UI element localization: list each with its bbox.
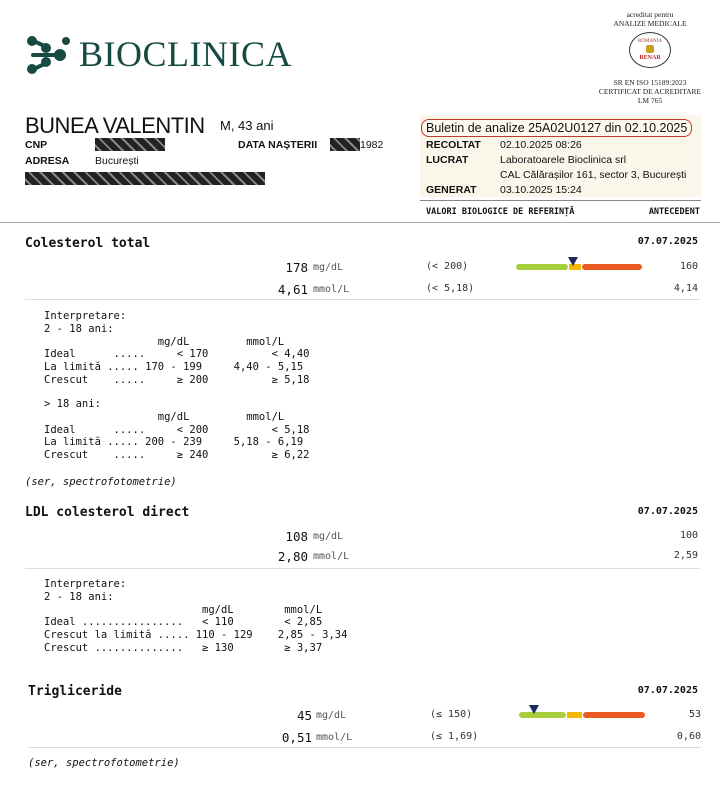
renar-seal bbox=[629, 32, 671, 68]
bulletin-title: Buletin de analize 25A02U0127 din 02.10.2025 bbox=[421, 119, 692, 137]
brand-logo bbox=[24, 33, 324, 77]
chol-title: Colesterol total bbox=[25, 236, 151, 251]
accreditation-certificate: CERTIFICAT DE ACREDITARE bbox=[598, 87, 702, 96]
tg-prev-date: 07.07.2025 bbox=[637, 685, 698, 696]
chol-divider bbox=[25, 299, 700, 300]
worked-lab: Laboratoarele Bioclinica srl bbox=[500, 154, 627, 166]
tg-value-marker bbox=[529, 705, 539, 714]
address-label: ADRESA bbox=[25, 155, 70, 167]
ldl-value-mmol: 2,80 bbox=[277, 549, 308, 564]
seal-top-text: ROMANIA bbox=[638, 39, 662, 44]
brand-name: BIOCLINICA bbox=[79, 34, 292, 74]
tg-prev-mg: 53 bbox=[688, 709, 701, 720]
accreditation-std: SR EN ISO 15189:2023 bbox=[613, 78, 687, 87]
tg-ref-mg: (≤ 150) bbox=[430, 709, 473, 720]
generated-label: GENERAT bbox=[426, 184, 477, 196]
chol-prev-mg: 160 bbox=[679, 261, 698, 272]
cnp-redacted bbox=[95, 138, 165, 151]
range-orange-segment bbox=[583, 712, 645, 718]
ldl-unit-mmol: mmol/L bbox=[313, 551, 350, 562]
chol-ref-mg: (< 200) bbox=[426, 261, 469, 272]
reference-header: VALORI BIOLOGICE DE REFERINȚĂ bbox=[426, 207, 575, 217]
ldl-unit-mg: mg/dL bbox=[313, 531, 344, 542]
address-value: București bbox=[95, 155, 139, 167]
ldl-prev-mmol: 2,59 bbox=[673, 550, 698, 561]
patient-sex-age: M, 43 ani bbox=[220, 118, 274, 133]
bioclinica-logo-icon bbox=[24, 33, 72, 77]
chol-unit-mmol: mmol/L bbox=[313, 284, 350, 295]
header-divider bbox=[0, 222, 720, 223]
chol-interpretation-adult: > 18 ani: mg/dL mmol/L Ideal ..... < 200 < 5,18 La limită ..... 200 - 239 5,18 - 6,19 Crescut ..... ≥ 240 ≥ 6,22 bbox=[44, 398, 310, 462]
cnp-label: CNP bbox=[25, 139, 48, 151]
collected-value: 02.10.2025 08:26 bbox=[500, 139, 582, 151]
tg-value-mg: 45 bbox=[296, 708, 312, 723]
chol-value-mg: 178 bbox=[285, 260, 308, 275]
range-yellow-segment bbox=[567, 712, 582, 718]
dob-redacted bbox=[330, 138, 360, 151]
previous-header: ANTECEDENT bbox=[648, 207, 700, 217]
worked-label: LUCRAT bbox=[426, 154, 469, 166]
chol-range-bar bbox=[516, 263, 642, 272]
chol-unit-mg: mg/dL bbox=[313, 262, 344, 273]
address-redacted bbox=[25, 172, 265, 185]
tg-unit-mmol: mmol/L bbox=[316, 732, 353, 743]
tg-value-mmol: 0,51 bbox=[281, 730, 312, 745]
accreditation-lm: LM 765 bbox=[637, 96, 663, 105]
dob-label: DATA NAȘTERII bbox=[238, 139, 318, 151]
seal-bottom-text: RENAR bbox=[639, 55, 661, 61]
chol-interpretation-child: Interpretare: 2 - 18 ani: mg/dL mmol/L Ideal ..... < 170 < 4,40 La limită ..... 170 - 199 4,40 - 5,15 Crescut ..... ≥ 200 ≥ 5,18 bbox=[44, 310, 310, 386]
ldl-prev-mg: 100 bbox=[679, 530, 698, 541]
ldl-interpretation: Interpretare: 2 - 18 ani: mg/dL mmol/L Ideal ................ < 110 < 2,85 Crescut la limită ..... 110 - 129 2,85 - 3,34 Crescut .............. ≥ 130 ≥ 3,37 bbox=[44, 578, 348, 654]
tg-range-bar bbox=[519, 711, 645, 720]
chol-ref-mmol: (< 5,18) bbox=[426, 283, 475, 294]
tg-unit-mg: mg/dL bbox=[316, 710, 347, 721]
ldl-title: LDL colesterol direct bbox=[25, 505, 190, 520]
dob-year: 1982 bbox=[360, 139, 384, 151]
tg-prev-mmol: 0,60 bbox=[676, 731, 701, 742]
range-orange-segment bbox=[582, 264, 642, 270]
ldl-prev-date: 07.07.2025 bbox=[637, 506, 698, 517]
generated-value: 03.10.2025 15:24 bbox=[500, 184, 582, 196]
range-green-segment bbox=[516, 264, 568, 270]
ldl-divider bbox=[25, 568, 700, 569]
chol-prev-date: 07.07.2025 bbox=[637, 236, 698, 247]
ldl-value-mg: 108 bbox=[285, 529, 308, 544]
collected-label: RECOLTAT bbox=[426, 139, 481, 151]
tg-divider bbox=[28, 747, 701, 748]
header-top-divider bbox=[420, 200, 701, 201]
tg-ref-mmol: (≤ 1,69) bbox=[430, 731, 479, 742]
chol-value-marker bbox=[568, 257, 578, 266]
range-green-segment bbox=[519, 712, 566, 718]
accreditation-line1: acreditat pentru bbox=[626, 10, 674, 19]
chol-value-mmol: 4,61 bbox=[277, 282, 308, 297]
tg-method: (ser, spectrofotometrie) bbox=[28, 757, 180, 769]
worked-address: CAL Călărașilor 161, sector 3, București bbox=[500, 169, 687, 181]
chol-prev-mmol: 4,14 bbox=[673, 283, 698, 294]
accreditation-block bbox=[595, 10, 705, 105]
seal-emblem-icon bbox=[646, 45, 654, 53]
chol-method: (ser, spectrofotometrie) bbox=[25, 476, 177, 488]
accreditation-line2: ANALIZE MEDICALE bbox=[613, 19, 687, 28]
patient-name: BUNEA VALENTIN bbox=[25, 113, 205, 138]
tg-title: Trigliceride bbox=[28, 684, 122, 699]
